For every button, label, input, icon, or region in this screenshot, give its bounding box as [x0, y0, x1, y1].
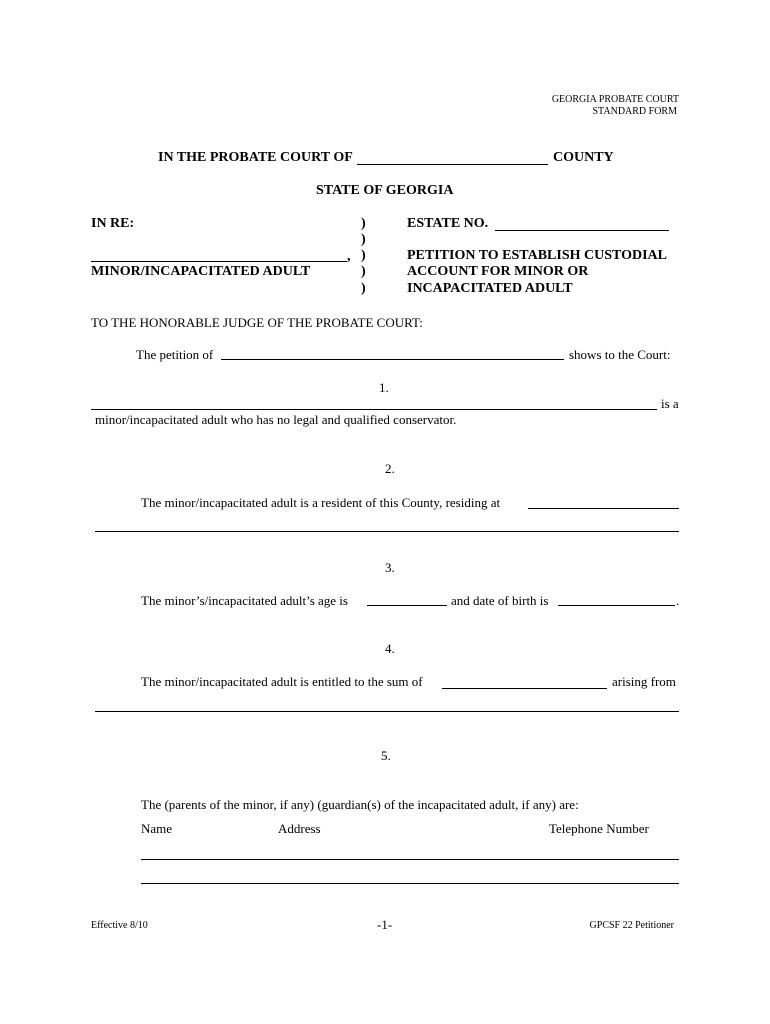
petition-suffix: shows to the Court:: [569, 347, 671, 362]
arising-from-field[interactable]: [95, 697, 679, 712]
header-line-2: STANDARD FORM: [592, 106, 677, 117]
petition-prefix: The petition of: [136, 347, 214, 362]
section-3-number: 3.: [385, 560, 395, 575]
paren-3: ): [361, 248, 366, 263]
column-telephone: Telephone Number: [549, 821, 649, 836]
age-field[interactable]: [367, 591, 447, 606]
section-1-number: 1.: [379, 380, 389, 395]
footer-page-number: -1-: [377, 917, 393, 932]
in-re-label: IN RE:: [91, 216, 135, 231]
section-3-period: .: [676, 593, 680, 608]
section-3-text-b: and date of birth is: [451, 593, 549, 608]
sum-field[interactable]: [442, 674, 607, 689]
parent-row-1-field[interactable]: [141, 845, 679, 860]
paren-2: ): [361, 232, 366, 247]
column-name: Name: [141, 821, 173, 836]
minor-name-field[interactable]: [91, 395, 657, 410]
section-2-number: 2.: [385, 461, 395, 476]
petition-title-1: PETITION TO ESTABLISH CUSTODIAL: [407, 248, 668, 263]
paren-1: ): [361, 216, 366, 231]
residence-field-2[interactable]: [95, 517, 679, 532]
column-address: Address: [278, 821, 321, 836]
county-field[interactable]: [357, 150, 548, 165]
paren-4: ): [361, 264, 366, 279]
petition-title-3: INCAPACITATED ADULT: [407, 281, 573, 296]
estate-no-label: ESTATE NO.: [407, 216, 489, 231]
section-4-number: 4.: [385, 641, 395, 656]
residence-field-1[interactable]: [528, 494, 679, 509]
court-prefix: IN THE PROBATE COURT OF: [158, 150, 353, 165]
petitioner-name-field[interactable]: [221, 345, 564, 360]
petition-title-2: ACCOUNT FOR MINOR OR: [407, 264, 589, 279]
salutation: TO THE HONORABLE JUDGE OF THE PROBATE COURT:: [91, 315, 423, 330]
section-4-text-a: The minor/incapacitated adult is entitled to the sum of: [141, 674, 423, 689]
parent-row-2-field[interactable]: [141, 869, 679, 884]
court-suffix: COUNTY: [553, 150, 614, 165]
section-5-number: 5.: [381, 748, 391, 763]
header-line-1: GEORGIA PROBATE COURT: [551, 94, 679, 105]
section-1-suffix: is a: [661, 396, 679, 411]
footer-effective: Effective 8/10: [91, 920, 148, 931]
section-2-text: The minor/incapacitated adult is a resident of this County, residing at: [141, 495, 501, 510]
section-3-text-a: The minor’s/incapacitated adult’s age is: [141, 593, 348, 608]
in-re-comma: ,: [347, 249, 351, 264]
section-5-text: The (parents of the minor, if any) (guardian(s) of the incapacitated adult, if any) are:: [141, 797, 579, 812]
estate-no-field[interactable]: [495, 216, 669, 231]
minor-label: MINOR/INCAPACITATED ADULT: [91, 264, 311, 279]
in-re-name-field[interactable]: [91, 247, 347, 262]
section-4-text-b: arising from: [612, 674, 676, 689]
paren-5: ): [361, 281, 366, 296]
footer-form-id: GPCSF 22 Petitioner: [589, 920, 674, 931]
date-of-birth-field[interactable]: [558, 591, 675, 606]
section-1-text: minor/incapacitated adult who has no legal and qualified conservator.: [95, 412, 457, 427]
state-heading: STATE OF GEORGIA: [316, 183, 454, 198]
